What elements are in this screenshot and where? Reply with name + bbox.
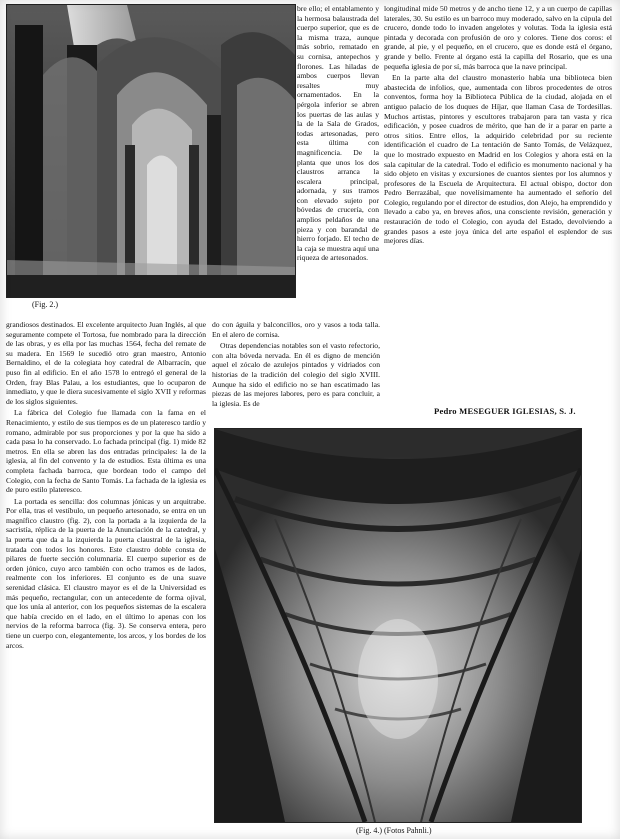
figure-4-caption bbox=[356, 826, 432, 836]
author-name: Pedro MESEGUER IGLESIAS bbox=[434, 406, 555, 416]
text-column-top-right bbox=[384, 4, 612, 396]
text-column-middle-lower bbox=[212, 320, 380, 420]
figure-2-photo bbox=[6, 4, 296, 298]
author-order: S. J. bbox=[559, 406, 576, 416]
paragraph: En la parte alta del claustro monasterio había una biblioteca bien abastecida de infolios, que, aumentada con libros procedentes de otros conventos, forma hoy la Biblioteca Pública de la ciudad, alojada en el antiguo palacio de los duques de Híjar, que llaman Casa de Tordesillas. Muchos artistas, pintores y escultores trabajaron para tan vasta y rica edificación, y posee cuadros de mérito, que han de ir a parar en parte a otros sitios. Entre ellos, la adquirido celebridad por su reciente identificación el cuadro de La tentación de Santo Tomás, de Velázquez, que lo mostrado expuesto en Madrid en los Colegios y ahora está en la sala capitular de la catedral. Todo el edificio es monumento nacional y ha sido objeto en visitas y excursiones de cuantos sientes por los alumnos y profesores de la Escuela de Arquitectura. El actual obispo, doctor don Pedro Berrazábal, que novelísimamente ha aumentado el señorío del Colegio, regulando por el director de estudios, don Alejo, ha emprendido y llevado a cabo ya, en breves años, una consciente revisión, generación y restauración de todo el Colegio, con ayuda del Estado, devolviendo a grandes pasos a este joya única del arte español el esplendor de sus mejores días. bbox=[384, 73, 612, 246]
paragraph: Otras dependencias notables son el vasto refectorio, con alta bóveda nervada. En él es digno de mención aquel el zócalo de azulejos pintados y vidriados con historias de la tradición del colegio del siglo XVIII. Aunque ha sido el edificio no se han escatimado las piezas de las mejores labores, pero es para concluir, a la iglesia. Es de bbox=[212, 341, 380, 408]
text-column-top-middle bbox=[297, 4, 379, 340]
figure-2-caption: (Fig. 2.) bbox=[32, 300, 58, 309]
text-column-left bbox=[6, 320, 206, 836]
vaulted-ceiling-image bbox=[215, 429, 581, 822]
paragraph: do con águila y balconcillos, oro y vasos a toda talla. En el alero de cornisa. bbox=[212, 320, 380, 339]
paragraph: longitudinal mide 50 metros y de ancho tiene 12, y a un cuerpo de capillas laterales, 30. Su estilo es un barroco muy moderado, salvo en la cúpula del crucero, donde todo lo invaden angelotes y volutas. Toda la iglesia está pintada y decorada con profusión de oro y colores. Tiene dos coros: el grande, al pie, y el pequeño, en el crucero, que es donde está el órgano, grande y bello. Frente al órgano está la capilla del Rosario, que es una pequeña iglesia de por sí, más barroca que la nave principal. bbox=[384, 4, 612, 71]
paragraph: bre ello; el entablamento y la hermosa balaustrada del cuerpo superior, que es de la misma traza, aunque más sobrio, rematado en su cornisa, antepechos y florones. Las hiladas de ambos cuerpos llevan resaltes muy ornamentados. En la pérgola inferior se abren los puertas de las aulas y la de la Sala de Grados, todas artesonadas, pero esta última con magnificencia. De la planta que unos los dos claustros arranca la escalera principal, adornada, y sus tramos con elevado sujeto por bóvedas de crucería, con amplios peldaños de una pieza y con barandal de hierro forjado. El techo de la caja se muestra aquí una riqueza de artesonados. bbox=[297, 4, 379, 263]
figure-4-label: (Fig. 4.) bbox=[356, 826, 382, 835]
paragraph: La portada es sencilla: dos columnas jónicas y un arquitrabe. Por ella, tras el vestíbulo, un pequeño artesonado, se entra en un magnífico claustro (fig. 2), con la portada a la izquierda de la sacristía, réplica de la puerta de la Anunciación de la catedral, y la puerta que da a la izquierda la puerta claustral de la iglesia, tratada con todos los honores. Este claustro doble consta de pilares de fuerte sección columnaria. El cuerpo superior es de orden jónico, cuyo arco también con ocho tramos es de lados, realmente con los inferiores. El conjunto es de una suave serenidad clásica. El claustro mayor es el de la Universidad es más pequeño, rectangular, con un antecedente de forma ojival, que los unía al anterior, con los pequeños sistemas de la escalera que había crecido en el lado, en el último lo apenas con los nervios de la reforma barroca (fig. 3). Se conserva entera, pero tiene un cuerpo con, elegantemente, los arcos, y los bordes de los arcos. bbox=[6, 496, 206, 650]
figure-4-credit: (Fotos Pahnli.) bbox=[384, 826, 432, 835]
cloister-arches-image bbox=[7, 5, 295, 297]
figure-4-photo bbox=[214, 428, 582, 823]
paragraph: La fábrica del Colegio fue llamada con la fama en el Renacimiento, y estilo de sus tiempos es de un plateresco tardío y romano, admirable por sus proporciones y por la que ha sido a cada pasa lo ha conservado. Lo fachada principal (fig. 1) mide 82 metros. En ella se abren las dos entradas principales: la de la iglesia, al fin del convento y la de estudios. Esta última es una completa fachada barroca, que bordean todo el campo del Colegio, con la fecha de Santo Tomás. La fachada de la iglesia es de puro estilo plateresco. bbox=[6, 408, 206, 495]
author-signature: Pedro MESEGUER IGLESIAS, S. J. bbox=[434, 406, 576, 416]
paragraph: grandiosos destinados. El excelente arquitecto Juan Inglés, al que seguramente compete el Tortosa, fue nombrado para la dirección de las obras, y es ella por las muchas 1564, fecha del remate de su madera. En 1569 le sucedió otro gran maestro, Antonio Bernaldino, el de la colegiata hoy catedral de Albarracín, que puso fin al edificio. En el año 1578 lo entregó el general de la Orden, fray Blas Palau, a los estudiantes, que lo ocuparon de inmediato, y que le diera sucesivamente el siglo XVII y reformas de los siglos siguientes. bbox=[6, 320, 206, 406]
